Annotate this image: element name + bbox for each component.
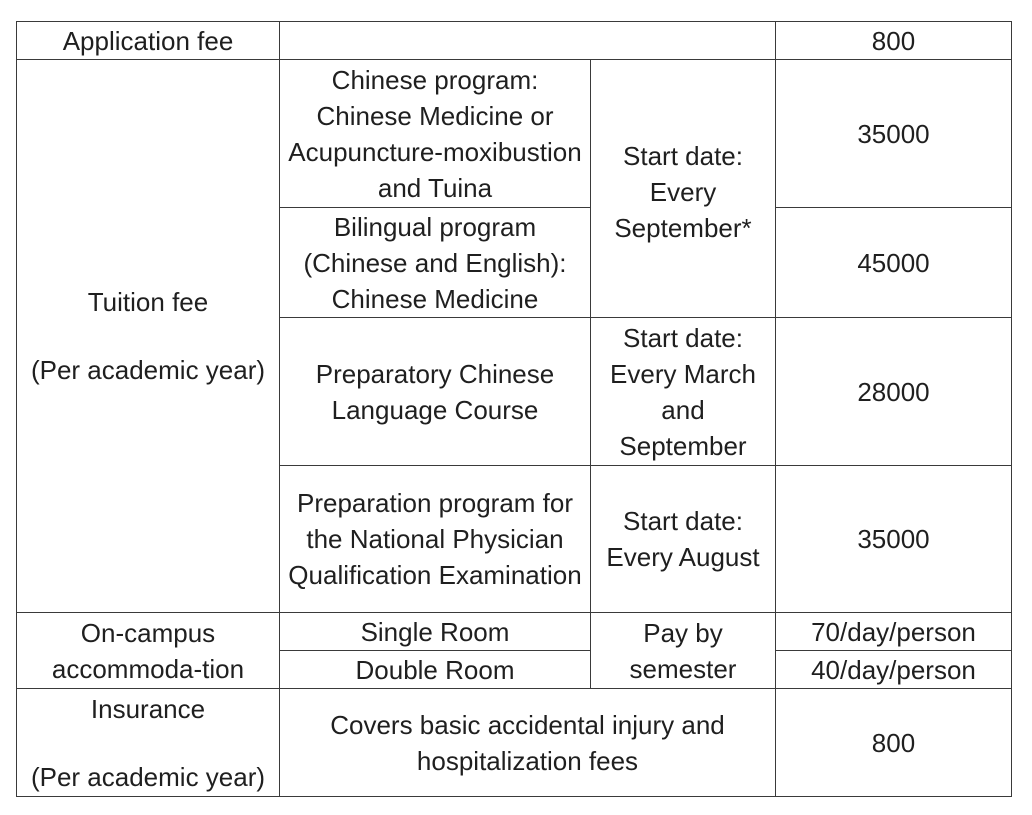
room-type-double: Double Room [280,651,591,689]
program-amount-chinese: 35000 [776,60,1012,208]
program-name-physician-prep: Preparation program for the National Physician Qualification Examination [280,466,591,613]
table-row [17,60,1012,208]
table-row [17,689,1012,797]
tuition-fee-label: Tuition fee [87,287,209,317]
tuition-fee-sublabel: (Per academic year) [30,355,266,385]
application-fee-amount: 800 [776,22,1012,60]
program-name-preparatory-language: Preparatory Chinese Language Course [280,318,591,466]
insurance-label: Insurance [90,693,206,724]
start-date-preparatory-language: Start date: Every March and September [591,318,776,466]
application-fee-empty-cell [280,22,776,60]
room-price-single: 70/day/person [776,613,1012,651]
start-date-shared: Start date: Every September* [591,60,776,318]
insurance-amount: 800 [776,689,1012,797]
room-type-single: Single Room [280,613,591,651]
program-name-bilingual: Bilingual program (Chinese and English): Chinese Medicine [280,208,591,318]
accommodation-label: On-campus accommoda-tion [17,613,280,689]
fee-table [16,21,1012,797]
table-row [17,22,1012,60]
program-amount-preparatory-language: 28000 [776,318,1012,466]
tuition-fee-label-cell [17,60,280,613]
room-price-double: 40/day/person [776,651,1012,689]
start-date-physician-prep: Start date: Every August [591,466,776,613]
program-amount-bilingual: 45000 [776,208,1012,318]
table-row [17,613,1012,651]
application-fee-label: Application fee [17,22,280,60]
program-name-chinese: Chinese program: Chinese Medicine or Acupuncture-moxibustion and Tuina [280,60,591,208]
program-amount-physician-prep: 35000 [776,466,1012,613]
accommodation-payment: Pay by semester [591,613,776,689]
insurance-sublabel: (Per academic year) [30,761,266,792]
insurance-label-cell [17,689,280,797]
insurance-coverage: Covers basic accidental injury and hospitalization fees [280,689,776,797]
